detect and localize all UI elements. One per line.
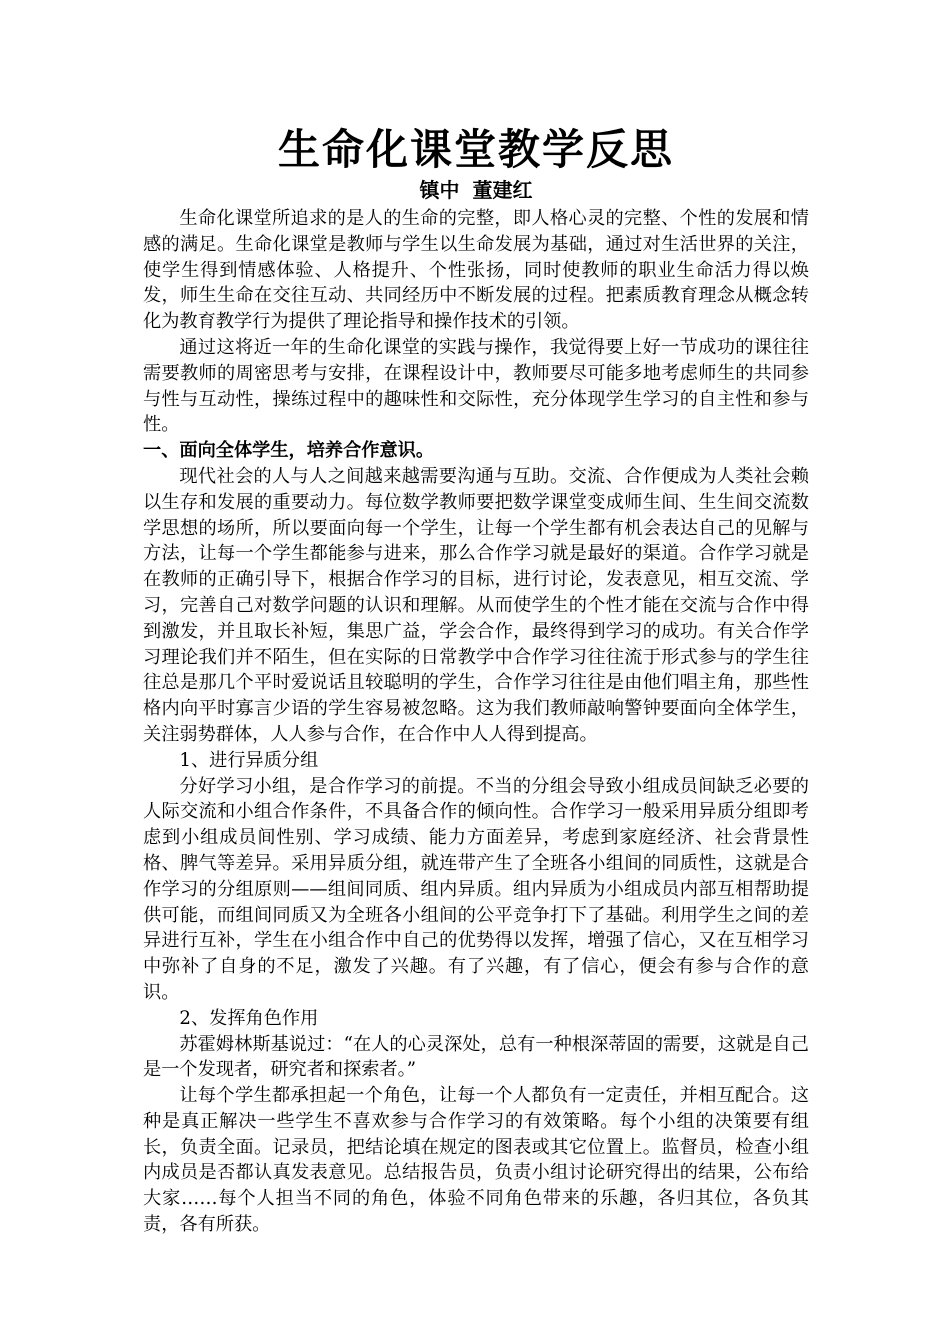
paragraph-grouping: 分好学习小组，是合作学习的前提。不当的分组会导致小组成员间缺乏必要的人际交流和小组合作条件，不具备合作的倾向性。合作学习一般采用异质分组即考虑到小组成员间性别、学习成绩、能力方面差异，考虑到家庭经济、社会背景性格、脾气等差异。采用异质分组，就连带产生了全班各小组间的同质性，这就是合作学习的分组原则——组间同质、组内异质。组内异质为小组成员内部互相帮助提供可能，而组间同质又为全班各小组间的公平竞争打下了基础。利用学生之间的差异进行互补，学生在小组合作中自己的优势得以发挥，增强了信心，又在互相学习中弥补了自身的不足，激发了兴趣。有了兴趣，有了信心，便会有参与合作的意识。 (143, 775, 809, 1003)
document-title: 生命化课堂教学反思 (277, 125, 674, 174)
paragraph-intro: 生命化课堂所追求的是人的生命的完整，即人格心灵的完整、个性的发展和情感的满足。生命化课堂是教师与学生以生命发展为基础，通过对生活世界的关注，使学生得到情感体验、人格提升、个性张扬，同时使教师的职业生命活力得以焕发，师生生命在交往互动、共同经历中不断发展的过程。把素质教育理念从概念转化为教育教学行为提供了理论指导和操作技术的引领。 (143, 208, 809, 333)
paragraph-quote: 苏霍姆林斯基说过：“在人的心灵深处，总有一种根深蒂固的需要，这就是自己是一个发现者，研究者和探索者。” (143, 1033, 809, 1081)
subsection-heading-2: 2、发挥角色作用 (179, 1007, 319, 1029)
paragraph-practice: 通过这将近一年的生命化课堂的实践与操作，我觉得要上好一节成功的课往往需要教师的周密思考与安排，在课程设计中，教师要尽可能多地考虑师生的共同参与性与互动性，操练过程中的趣味性和交际性，充分体现学生学习的自主性和参与性。 (143, 336, 809, 436)
paragraph-cooperation: 现代社会的人与人之间越来越需要沟通与互助。交流、合作便成为人类社会赖以生存和发展的重要动力。每位数学教师要把数学课堂变成师生间、生生间交流数学思想的场所，所以要面向每一个学生，让每一个学生都有机会表达自己的见解与方法，让每一个学生都能参与进来，那么合作学习就是最好的渠道。合作学习就是在教师的正确引导下，根据合作学习的目标，进行讨论，发表意见，相互交流、学习，完善自己对数学问题的认识和理解。从而使学生的个性才能在交流与合作中得到激发，并且取长补短，集思广益，学会合作，最终得到学习的成功。有关合作学习理论我们并不陌生，但在实际的日常教学中合作学习往往流于形式参与的学生往往总是那几个平时爱说话且较聪明的学生，合作学习往往是由他们唱主角，那些性格内向平时寡言少语的学生容易被忽略。这为我们教师敲响警钟要面向全体学生，关注弱势群体，人人参与合作，在合作中人人得到提高。 (143, 465, 809, 745)
document-author: 镇中 董建红 (419, 178, 533, 202)
document-page (143, 122, 809, 1238)
subsection-heading-1: 1、进行异质分组 (179, 749, 319, 771)
paragraph-roles: 让每个学生都承担起一个角色，让每一个人都负有一定责任，并相互配合。这种是真正解决一些学生不喜欢参与合作学习的有效策略。每个小组的决策要有组长，负责全面。记录员，把结论填在规定的图表或其它位置上。监督员，检查小组内成员是否都认真发表意见。总结报告员，负责小组讨论研究得出的结果，公布给大家……每个人担当不同的角色，体验不同角色带来的乐趣，各归其位，各负其责，各有所获。 (143, 1085, 809, 1236)
section-heading-1: 一、面向全体学生，培养合作意识。 (143, 440, 435, 462)
